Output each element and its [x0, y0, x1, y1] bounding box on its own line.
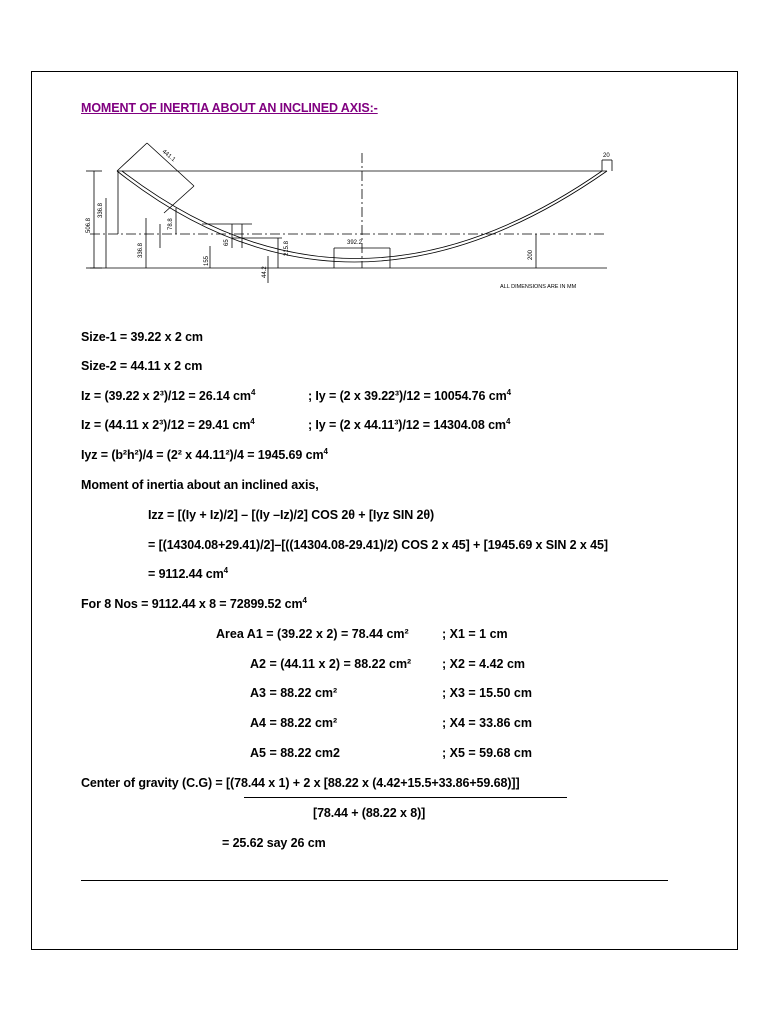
- iyz-text: Iyz = (b²h²)/4 = (2² x 44.11²)/4 = 1945.69 cm: [81, 448, 324, 462]
- izz-result: [148, 567, 228, 581]
- area-a3: A3 = 88.22 cm²: [250, 686, 338, 700]
- cg-numerator: Center of gravity (C.G) = [(78.44 x 1) + 2 x [88.22 x (4.42+15.5+33.86+59.68)]]: [81, 776, 520, 790]
- iy1-exponent: 4: [506, 388, 511, 397]
- dim-label: 44.2: [262, 266, 268, 278]
- iy2-text: ; Iy = (2 x 44.11³)/12 = 14304.08 cm: [308, 418, 506, 432]
- dim-label: 200: [528, 249, 534, 260]
- for8-exponent: 4: [302, 596, 307, 605]
- area-a4: A4 = 88.22 cm²: [250, 716, 338, 730]
- area-a5: A5 = 88.22 cm2: [250, 746, 340, 760]
- x5-value: ; X5 = 59.68 cm: [442, 746, 532, 760]
- dim-label: 215.8: [284, 240, 290, 256]
- iz1-exponent: 4: [250, 388, 256, 397]
- iz2-text: Iz = (44.11 x 2³)/12 = 29.41 cm: [81, 418, 251, 432]
- x3-value: ; X3 = 15.50 cm: [442, 686, 532, 700]
- dim-label: 392.2: [347, 240, 363, 246]
- size2-line: Size-2 = 44.11 x 2 cm: [81, 359, 203, 373]
- page-title: MOMENT OF INERTIA ABOUT AN INCLINED AXIS:-: [81, 101, 378, 115]
- size1-line: Size-1 = 39.22 x 2 cm: [81, 330, 203, 344]
- izz-result-exponent: 4: [223, 566, 228, 575]
- dimension-note: ALL DIMENSIONS ARE IN MM: [500, 284, 577, 290]
- izz-substitution: = [(14304.08+29.41)/2]–[((14304.08-29.41)/2) COS 2 x 45] + [1945.69 x SIN 2 x 45]: [148, 538, 608, 552]
- x2-value: ; X2 = 4.42 cm: [442, 657, 526, 671]
- cg-result: = 25.62 say 26 cm: [222, 836, 326, 850]
- iy2-line: [308, 418, 510, 432]
- inclined-axis-diagram: [82, 138, 622, 298]
- iy1-text: ; Iy = (2 x 39.22³)/12 = 10054.76 cm: [308, 389, 507, 403]
- iz1-text: Iz = (39.22 x 2³)/12 = 26.14 cm: [81, 389, 251, 403]
- area-a1: Area A1 = (39.22 x 2) = 78.44 cm²: [216, 627, 409, 641]
- for8-text: For 8 Nos = 9112.44 x 8 = 72899.52 cm: [81, 597, 303, 611]
- dim-label: 155: [204, 255, 210, 266]
- iz1-line: [81, 389, 255, 403]
- iy2-exponent: 4: [505, 417, 511, 426]
- for8-line: [81, 597, 307, 611]
- moment-title: Moment of inertia about an inclined axis,: [81, 478, 319, 492]
- izz-result-text: = 9112.44 cm: [148, 567, 224, 581]
- dim-label: 336.8: [98, 202, 104, 218]
- bottom-rule: [81, 880, 668, 881]
- iz2-line: [81, 418, 255, 432]
- dim-label: 506.8: [86, 217, 92, 233]
- dim-label: 441.1: [160, 148, 177, 164]
- dim-label: 78.8: [168, 218, 174, 230]
- iz2-exponent: 4: [250, 417, 255, 426]
- x1-value: ; X1 = 1 cm: [442, 627, 508, 641]
- cg-denominator: [78.44 + (88.22 x 8)]: [313, 806, 426, 820]
- x4-value: ; X4 = 33.86 cm: [442, 716, 532, 730]
- fraction-bar: [244, 797, 567, 798]
- dim-label: 20: [603, 153, 610, 159]
- iyz-exponent: 4: [323, 447, 328, 456]
- iy1-line: [308, 389, 511, 403]
- izz-formula: Izz = [(Iy + Iz)/2] – [(Iy –Iz)/2] COS 2θ + [Iyz SIN 2θ): [148, 508, 435, 522]
- dim-label: 65: [224, 239, 230, 246]
- dim-label: 336.8: [138, 242, 144, 258]
- area-a2: A2 = (44.11 x 2) = 88.22 cm²: [250, 657, 412, 671]
- iyz-line: [81, 448, 328, 462]
